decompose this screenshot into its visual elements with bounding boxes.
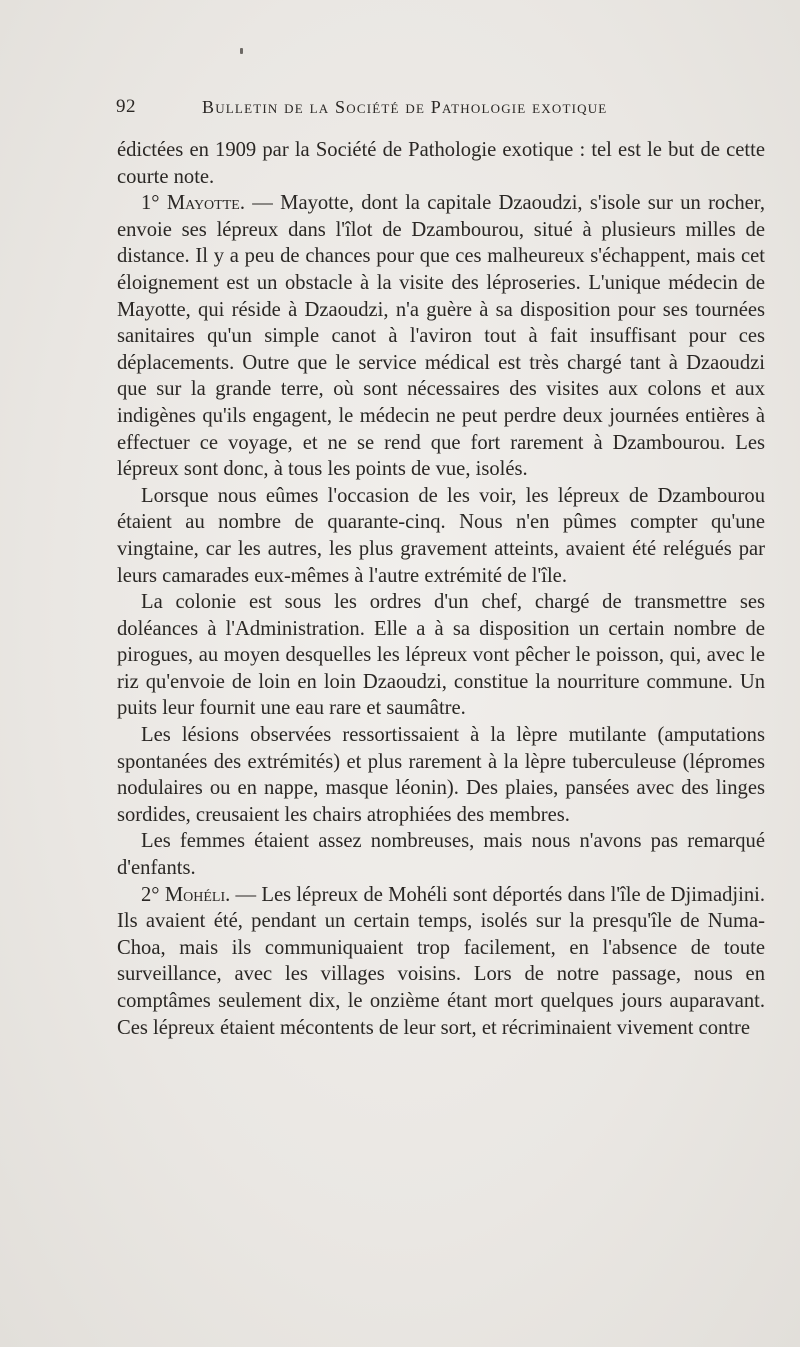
body-text [117,137,765,1041]
section-number: 2° [141,883,165,906]
page-number: 92 [116,96,136,117]
section-heading-mayotte: Mayotte. [166,192,245,215]
paragraph-colonie: La colonie est sous les ordres d'un chef, chargé de transmettre ses doléances à l'Administration. Elle a à sa disposition un certain nombre de pirogues, au moyen desquelles les lépreux vont pêcher le poisson, qui, avec le riz qu'envoie de loin en loin Dzaoudzi, constitue la nourriture commune. Un puits leur fournit une eau rare et saumâtre. [117,591,765,720]
paragraph-lesions: Les lésions observées ressortissaient à la lèpre mutilante (amputations spontanées des extrémités) et plus rarement à la lèpre tuberculeuse (lépromes nodulaires ou en nappe, masque léonin). Des plaies, pansées avec des linges sordides, creusaient les chairs atrophiées des membres. [117,724,765,826]
section-heading-moheli: Mohéli. [164,883,231,906]
paragraph-femmes: Les femmes étaient assez nombreuses, mais nous n'avons pas remarqué d'enfants. [117,830,765,880]
paragraph-mayotte: 1° Mayotte. — Mayotte, dont la capitale Dzaoudzi, s'isole sur un rocher, envoie ses lépreux dans l'îlot de Dzambourou, situé à plusieurs milles de distance. Il y a peu de chances pour que ces malheureux s'échappent, mais cet éloignement est un obstacle à la visite des léproseries. L'unique médecin de Mayotte, qui réside à Dzaoudzi, n'a guère à sa disposition pour ses tournées sanitaires qu'un simple canot à l'aviron tout à fait insuffisant pour ces déplacements. Outre que le service médical est très chargé tant à Dzaoudzi que sur la grande terre, où sont nécessaires des visites aux colons et aux indigènes qu'ils engagent, le médecin ne peut perdre deux journées entières à effectuer ce voyage, et ne se rend que fort rarement à Dzambourou. Les lépreux sont donc, à tous les points de vue, isolés. [117,192,765,481]
paragraph-moheli: 2° Mohéli. — Les lépreux de Mohéli sont déportés dans l'île de Djimadjini. Ils avaient été, pendant un certain temps, isolés sur la presqu'île de Numa-Choa, mais ils communiquaient trop facilement, en l'absence de toute surveillance, avec les villages voisins. Lors de notre passage, nous en comptâmes seulement dix, le onzième étant mort quelques jours auparavant. Ces lépreux étaient mécontents de leur sort, et récriminaient vivement contre [117,883,765,1039]
ink-speck [240,48,243,54]
page-header [116,96,768,120]
running-title: Bulletin de la Société de Pathologie exotique [202,97,608,117]
paragraph-continuation: édictées en 1909 par la Société de Pathologie exotique : tel est le but de cette courte note. [117,139,765,188]
paragraph-lepreux-count: Lorsque nous eûmes l'occasion de les voir, les lépreux de Dzambourou étaient au nombre de quarante-cinq. Nous n'en pûmes compter qu'une vingtaine, car les autres, les plus gravement atteints, avaient été relégués par leurs camarades eux-mêmes à l'autre extrémité de l'île. [117,484,765,587]
section-number: 1° [141,192,167,215]
